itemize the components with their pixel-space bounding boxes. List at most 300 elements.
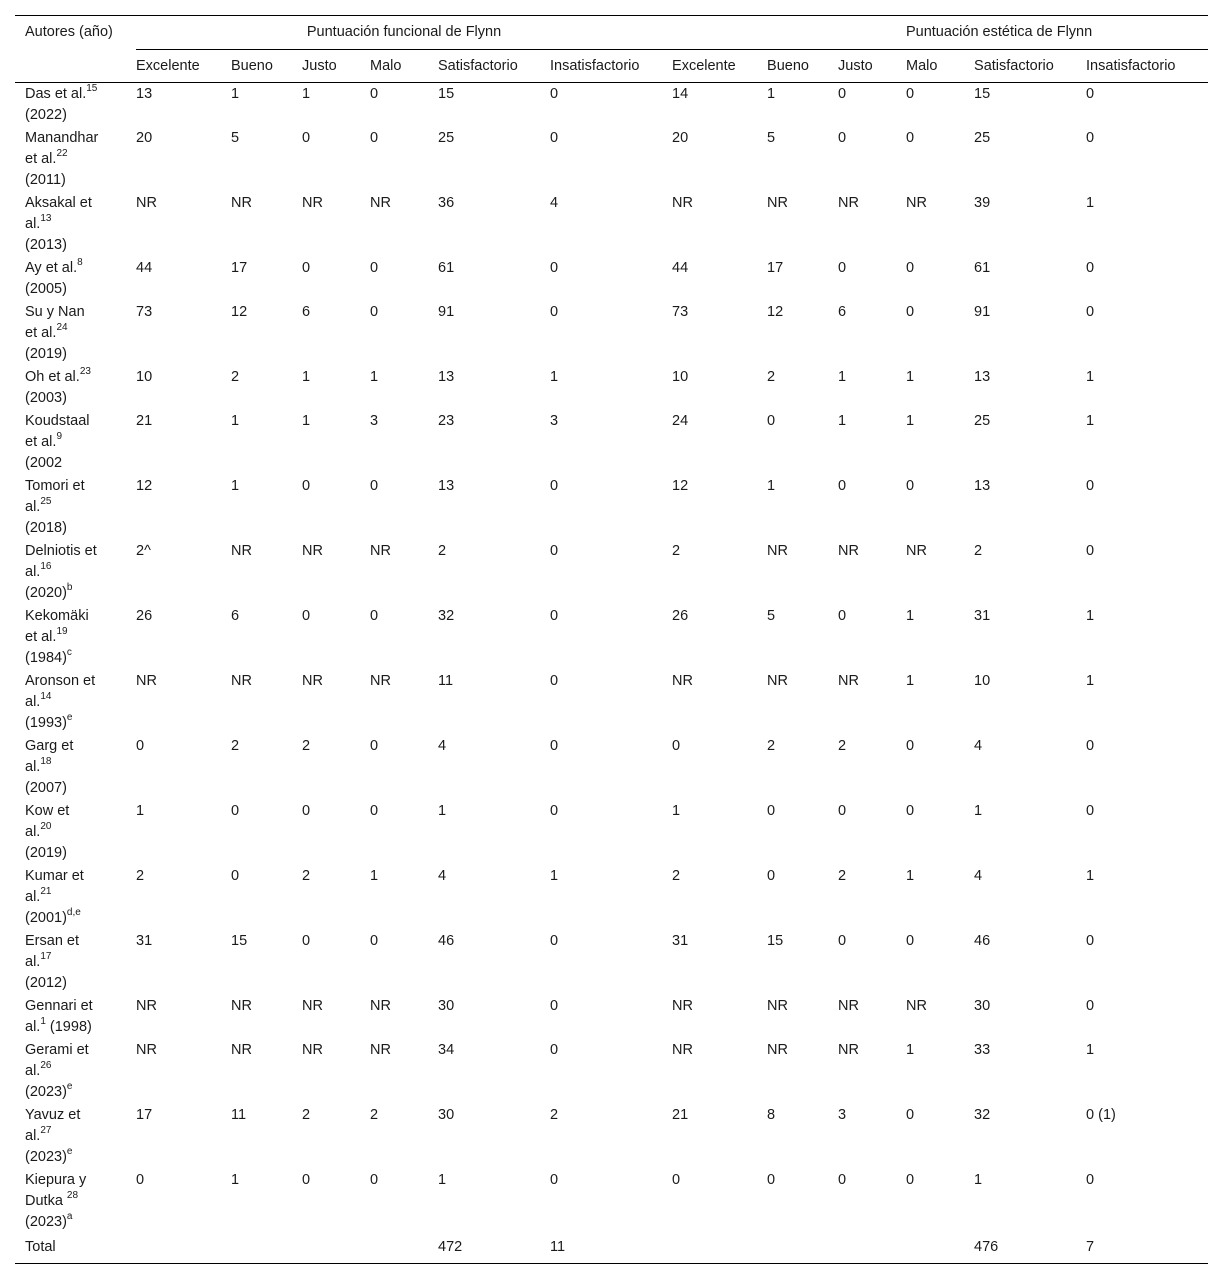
value-cell: 1: [906, 673, 915, 689]
value-cell: 0: [550, 543, 559, 559]
value-cell: NR: [370, 543, 391, 559]
value-cell: 0: [550, 933, 559, 949]
value-cell: 0: [838, 260, 847, 276]
author-text: al.: [25, 954, 41, 970]
value-cell: 4: [974, 868, 983, 884]
value-cell: 46: [438, 933, 455, 949]
value-cell: 23: [438, 413, 455, 429]
value-cell: 1: [838, 413, 847, 429]
column-header-justo-aesthetic: Justo: [838, 50, 906, 83]
table-row: [15, 735, 1208, 800]
value-cell: 1: [906, 868, 915, 884]
value-cell: 0: [550, 803, 559, 819]
value-cell: 1: [231, 478, 240, 494]
value-cell: NR: [370, 1042, 391, 1058]
reference-superscript: 26: [40, 1060, 52, 1072]
value-cell: 0: [550, 1042, 559, 1058]
value-cell: 1: [438, 803, 447, 819]
value-cell: 0: [550, 304, 559, 320]
value-cell: 1: [438, 1172, 447, 1188]
value-cell: 11: [231, 1107, 247, 1123]
value-cell: 0: [838, 478, 847, 494]
value-cell: 2: [838, 738, 847, 754]
value-cell: 10: [672, 369, 689, 385]
value-cell: 2: [672, 868, 681, 884]
value-cell: NR: [302, 1042, 323, 1058]
value-cell: 0: [550, 130, 559, 146]
author-text: (2023): [25, 1149, 67, 1165]
author-text: (2019): [25, 346, 67, 362]
author-year: (1998): [45, 1019, 92, 1035]
author-cell: [15, 1169, 136, 1234]
value-cell: 31: [974, 608, 991, 624]
value-cell: 13: [136, 86, 153, 102]
value-cell: 44: [672, 260, 689, 276]
value-cell: 0 (1): [1086, 1107, 1116, 1123]
reference-superscript: 21: [40, 886, 52, 898]
value-cell: NR: [767, 543, 788, 559]
value-cell: 2: [302, 1107, 311, 1123]
author-text: Ay et al.: [25, 260, 78, 276]
value-cell: 3: [550, 413, 559, 429]
author-cell: [15, 865, 136, 930]
value-cell: 0: [1086, 998, 1095, 1014]
value-cell: 0: [838, 1172, 847, 1188]
value-cell: 1: [136, 803, 145, 819]
table-row: [15, 865, 1208, 930]
value-cell: 0: [231, 868, 240, 884]
total-value-cell: 7: [1086, 1234, 1208, 1264]
value-cell: NR: [231, 543, 252, 559]
value-cell: NR: [838, 543, 859, 559]
value-cell: 4: [438, 738, 447, 754]
value-cell: 0: [550, 998, 559, 1014]
author-text: Delniotis et: [25, 543, 97, 559]
value-cell: NR: [136, 673, 157, 689]
value-cell: 1: [974, 803, 983, 819]
value-cell: NR: [672, 998, 693, 1014]
value-cell: 1: [550, 868, 559, 884]
value-cell: 5: [767, 608, 776, 624]
value-cell: 13: [438, 478, 455, 494]
author-text: (2023): [25, 1084, 67, 1100]
author-text: Yavuz et: [25, 1107, 81, 1123]
value-cell: 15: [767, 933, 784, 949]
value-cell: 13: [438, 369, 455, 385]
total-value-cell: 11: [550, 1234, 672, 1264]
value-cell: 3: [838, 1107, 847, 1123]
author-text: Kumar et: [25, 868, 84, 884]
author-text: al.: [25, 1019, 41, 1035]
author-text: Tomori et: [25, 478, 85, 494]
aesthetic-score-header: Puntuación estética de Flynn: [672, 16, 1208, 50]
value-cell: 25: [438, 130, 455, 146]
functional-score-header: Puntuación funcional de Flynn: [136, 16, 672, 50]
value-cell: 2: [302, 738, 311, 754]
value-cell: 4: [438, 868, 447, 884]
total-value-cell: [136, 1234, 231, 1264]
value-cell: 34: [438, 1042, 455, 1058]
author-text: Kow et: [25, 803, 70, 819]
column-header-malo-functional: Malo: [370, 50, 438, 83]
column-header-malo-aesthetic: Malo: [906, 50, 974, 83]
value-cell: 46: [974, 933, 991, 949]
value-cell: NR: [302, 673, 323, 689]
value-cell: 0: [136, 738, 145, 754]
author-text: Aronson et: [25, 673, 96, 689]
column-header-bueno-aesthetic: Bueno: [767, 50, 838, 83]
author-text: al.: [25, 216, 41, 232]
author-text: al.: [25, 694, 41, 710]
reference-superscript: c: [66, 647, 72, 659]
value-cell: 13: [974, 478, 991, 494]
value-cell: 1: [906, 608, 915, 624]
value-cell: NR: [672, 195, 693, 211]
value-cell: 1: [672, 803, 681, 819]
value-cell: 0: [550, 608, 559, 624]
author-text: Oh et al.: [25, 369, 80, 385]
author-text: et al.: [25, 434, 57, 450]
total-value-cell: [767, 1234, 838, 1264]
table-row: [15, 540, 1208, 605]
author-text: al.: [25, 1128, 41, 1144]
value-cell: NR: [906, 543, 927, 559]
value-cell: 6: [838, 304, 847, 320]
author-cell: [15, 475, 136, 540]
value-cell: 30: [438, 998, 455, 1014]
author-text: Koudstaal: [25, 413, 90, 429]
value-cell: 0: [1086, 1172, 1095, 1188]
value-cell: 0: [550, 260, 559, 276]
value-cell: 1: [1086, 1042, 1095, 1058]
author-text: (2002: [25, 455, 63, 471]
value-cell: NR: [767, 673, 788, 689]
value-cell: 15: [231, 933, 248, 949]
value-cell: NR: [302, 998, 323, 1014]
value-cell: 0: [550, 738, 559, 754]
reference-superscript: 8: [77, 257, 83, 269]
value-cell: 12: [767, 304, 784, 320]
column-header-excelente-functional: Excelente: [136, 50, 231, 83]
author-text: Dutka: [25, 1193, 67, 1209]
author-text: Gerami et: [25, 1042, 89, 1058]
value-cell: 1: [906, 1042, 915, 1058]
value-cell: 0: [302, 803, 311, 819]
author-cell: [15, 127, 136, 192]
value-cell: 2: [672, 543, 681, 559]
value-cell: 0: [302, 478, 311, 494]
table-row: [15, 257, 1208, 301]
value-cell: 10: [974, 673, 991, 689]
reference-superscript: d,e: [66, 907, 81, 919]
reference-superscript: 27: [40, 1125, 52, 1137]
value-cell: 0: [370, 130, 379, 146]
value-cell: NR: [231, 673, 252, 689]
value-cell: 0: [370, 1172, 379, 1188]
value-cell: 6: [302, 304, 311, 320]
value-cell: 0: [838, 803, 847, 819]
table-row: [15, 366, 1208, 410]
reference-superscript: 23: [79, 366, 91, 378]
value-cell: 0: [838, 933, 847, 949]
value-cell: 0: [1086, 130, 1095, 146]
value-cell: NR: [906, 195, 927, 211]
value-cell: 2: [767, 369, 776, 385]
value-cell: NR: [767, 1042, 788, 1058]
author-text: (2018): [25, 520, 67, 536]
value-cell: 91: [974, 304, 991, 320]
value-cell: NR: [302, 195, 323, 211]
value-cell: NR: [370, 195, 391, 211]
value-cell: NR: [906, 998, 927, 1014]
author-text: (2007): [25, 780, 67, 796]
value-cell: 0: [1086, 738, 1095, 754]
value-cell: 2: [438, 543, 447, 559]
value-cell: NR: [370, 673, 391, 689]
reference-superscript: 14: [40, 691, 52, 703]
value-cell: NR: [838, 673, 859, 689]
value-cell: 0: [906, 933, 915, 949]
reference-superscript: a: [66, 1211, 73, 1223]
value-cell: 33: [974, 1042, 991, 1058]
value-cell: 4: [550, 195, 559, 211]
value-cell: 31: [672, 933, 689, 949]
value-cell: 1: [1086, 673, 1095, 689]
value-cell: 0: [906, 260, 915, 276]
value-cell: 5: [767, 130, 776, 146]
value-cell: 0: [550, 478, 559, 494]
author-text: (1993): [25, 715, 67, 731]
total-row: [15, 1234, 1208, 1264]
value-cell: 15: [438, 86, 455, 102]
reference-superscript: 19: [56, 626, 68, 638]
author-text: Ersan et: [25, 933, 79, 949]
value-cell: 20: [672, 130, 689, 146]
value-cell: 0: [838, 86, 847, 102]
value-cell: 0: [906, 738, 915, 754]
value-cell: 0: [906, 304, 915, 320]
value-cell: 1: [302, 413, 311, 429]
author-cell: [15, 1104, 136, 1169]
author-text: al.: [25, 759, 41, 775]
value-cell: 0: [370, 304, 379, 320]
value-cell: 30: [438, 1107, 455, 1123]
reference-superscript: 24: [56, 322, 68, 334]
value-cell: 21: [136, 413, 153, 429]
value-cell: 0: [906, 130, 915, 146]
author-cell: [15, 540, 136, 605]
value-cell: 1: [1086, 608, 1095, 624]
value-cell: 0: [1086, 543, 1095, 559]
value-cell: 2: [231, 369, 240, 385]
value-cell: 0: [838, 608, 847, 624]
value-cell: 1: [231, 86, 240, 102]
value-cell: 32: [974, 1107, 991, 1123]
value-cell: 2: [974, 543, 983, 559]
value-cell: 1: [302, 86, 311, 102]
total-value-cell: [370, 1234, 438, 1264]
value-cell: 0: [550, 86, 559, 102]
value-cell: 1: [231, 413, 240, 429]
value-cell: 0: [767, 868, 776, 884]
value-cell: 1: [302, 369, 311, 385]
value-cell: 2: [370, 1107, 379, 1123]
column-header-justo-functional: Justo: [302, 50, 370, 83]
value-cell: NR: [838, 195, 859, 211]
value-cell: 0: [136, 1172, 145, 1188]
value-cell: 30: [974, 998, 991, 1014]
value-cell: 1: [767, 478, 776, 494]
value-cell: 2: [838, 868, 847, 884]
value-cell: 0: [231, 803, 240, 819]
column-header-satisfactorio-functional: Satisfactorio: [438, 50, 550, 83]
reference-superscript: e: [66, 712, 73, 724]
value-cell: 0: [370, 803, 379, 819]
author-cell: [15, 670, 136, 735]
value-cell: NR: [136, 195, 157, 211]
author-text: Manandhar: [25, 130, 99, 146]
value-cell: 73: [672, 304, 689, 320]
value-cell: 5: [231, 130, 240, 146]
total-value-cell: [672, 1234, 767, 1264]
author-text: (2011): [25, 172, 66, 188]
table-row: [15, 605, 1208, 670]
author-text: (2003): [25, 390, 67, 406]
table-body: [15, 83, 1208, 1264]
table-row: [15, 301, 1208, 366]
value-cell: 0: [906, 1107, 915, 1123]
table-row: [15, 410, 1208, 475]
author-text: (1984): [25, 650, 67, 666]
value-cell: NR: [231, 998, 252, 1014]
value-cell: 0: [767, 803, 776, 819]
value-cell: 0: [370, 608, 379, 624]
reference-superscript: e: [66, 1081, 73, 1093]
author-cell: [15, 257, 136, 301]
value-cell: 2: [302, 868, 311, 884]
value-cell: 44: [136, 260, 153, 276]
value-cell: 4: [974, 738, 983, 754]
value-cell: NR: [767, 195, 788, 211]
total-value-cell: [838, 1234, 906, 1264]
value-cell: 1: [1086, 195, 1095, 211]
value-cell: 73: [136, 304, 153, 320]
author-text: (2023): [25, 1214, 67, 1230]
value-cell: 15: [974, 86, 991, 102]
value-cell: 1: [767, 86, 776, 102]
author-text: Kiepura y: [25, 1172, 87, 1188]
value-cell: 6: [231, 608, 240, 624]
total-value-cell: 472: [438, 1234, 550, 1264]
table-row: [15, 800, 1208, 865]
author-cell: [15, 800, 136, 865]
value-cell: 0: [838, 130, 847, 146]
reference-superscript: 22: [56, 148, 68, 160]
value-cell: 21: [672, 1107, 689, 1123]
author-text: al.: [25, 1063, 41, 1079]
value-cell: 26: [672, 608, 689, 624]
table-row: [15, 1169, 1208, 1234]
value-cell: 17: [136, 1107, 153, 1123]
value-cell: 0: [302, 260, 311, 276]
value-cell: NR: [302, 543, 323, 559]
author-cell: [15, 366, 136, 410]
value-cell: 1: [906, 369, 915, 385]
column-header-bueno-functional: Bueno: [231, 50, 302, 83]
table-row: [15, 670, 1208, 735]
value-cell: 1: [838, 369, 847, 385]
column-header-excelente-aesthetic: Excelente: [672, 50, 767, 83]
value-cell: 32: [438, 608, 455, 624]
value-cell: NR: [136, 1042, 157, 1058]
value-cell: 0: [906, 86, 915, 102]
value-cell: 26: [136, 608, 153, 624]
column-header-insatisfactorio-functional: Insatisfactorio: [550, 50, 672, 83]
author-cell: [15, 301, 136, 366]
author-text: (2012): [25, 975, 67, 991]
table-row: [15, 127, 1208, 192]
value-cell: 12: [231, 304, 248, 320]
value-cell: NR: [672, 673, 693, 689]
value-cell: 12: [136, 478, 153, 494]
author-cell: [15, 995, 136, 1039]
value-cell: 17: [231, 260, 248, 276]
value-cell: 1: [974, 1172, 983, 1188]
value-cell: 0: [1086, 86, 1095, 102]
value-cell: 0: [550, 1172, 559, 1188]
value-cell: 2: [231, 738, 240, 754]
author-cell: [15, 410, 136, 475]
value-cell: 0: [672, 738, 681, 754]
reference-superscript: 18: [40, 756, 52, 768]
value-cell: 25: [974, 413, 991, 429]
value-cell: 2: [136, 868, 145, 884]
value-cell: 0: [1086, 478, 1095, 494]
value-cell: 0: [550, 673, 559, 689]
author-text: al.: [25, 824, 41, 840]
value-cell: 0: [302, 933, 311, 949]
value-cell: 0: [906, 478, 915, 494]
column-header-satisfactorio-aesthetic: Satisfactorio: [974, 50, 1086, 83]
value-cell: NR: [231, 195, 252, 211]
value-cell: 0: [302, 130, 311, 146]
value-cell: 0: [302, 1172, 311, 1188]
value-cell: 1: [370, 868, 379, 884]
value-cell: 2: [550, 1107, 559, 1123]
table-row: [15, 192, 1208, 257]
table-row: [15, 930, 1208, 995]
value-cell: 13: [974, 369, 991, 385]
author-text: Kekomäki: [25, 608, 89, 624]
reference-superscript: 16: [40, 561, 52, 573]
value-cell: 0: [370, 933, 379, 949]
value-cell: 24: [672, 413, 689, 429]
value-cell: 0: [370, 478, 379, 494]
author-text: et al.: [25, 629, 57, 645]
value-cell: 0: [1086, 260, 1095, 276]
value-cell: NR: [838, 998, 859, 1014]
author-cell: [15, 83, 136, 128]
value-cell: NR: [231, 1042, 252, 1058]
author-text: (2020): [25, 585, 67, 601]
value-cell: 11: [438, 673, 454, 689]
value-cell: 17: [767, 260, 784, 276]
header-row-subcolumns: [15, 50, 1208, 83]
value-cell: 39: [974, 195, 991, 211]
reference-superscript: 25: [40, 496, 52, 508]
authors-subheader-empty: [15, 50, 136, 83]
author-text: (2001): [25, 910, 67, 926]
